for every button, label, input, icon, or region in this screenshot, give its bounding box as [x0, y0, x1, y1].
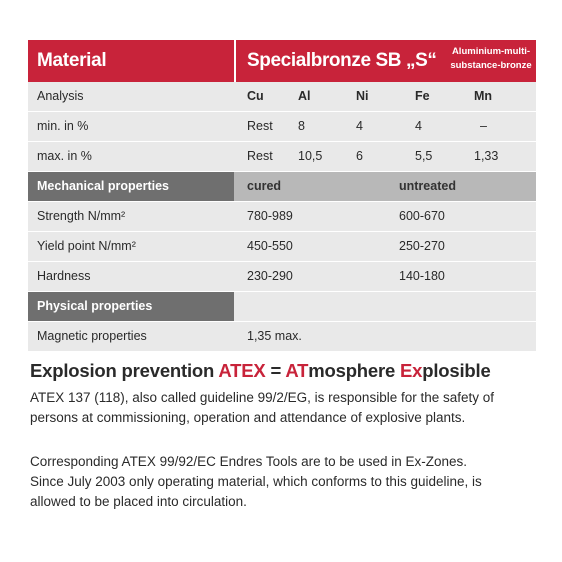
atex-acronym: ATEX [218, 360, 266, 381]
element-fe: Fe [415, 89, 430, 103]
column-untreated: untreated [399, 179, 456, 193]
magnetic-row [28, 322, 536, 352]
explosion-heading: Explosion prevention ATEX = ATmosphere Explosible [30, 360, 491, 381]
table-cell: 8 [298, 119, 305, 133]
table-cell: 780-989 [247, 209, 293, 223]
row-label: Yield point N/mm² [37, 239, 136, 253]
table-cell: 230-290 [247, 269, 293, 283]
row-label: Hardness [37, 269, 91, 283]
hardness-row [28, 262, 536, 292]
table-cell: 1,35 max. [247, 329, 302, 343]
row-label: Strength N/mm² [37, 209, 126, 223]
table-cell: 250-270 [399, 239, 445, 253]
table-cell: 450-550 [247, 239, 293, 253]
analysis-row [28, 82, 536, 112]
section-columns-cell [234, 292, 536, 321]
table-cell: Rest [247, 149, 273, 163]
row-label: Magnetic properties [37, 329, 147, 343]
element-al: Al [298, 89, 311, 103]
table-cell: 140-180 [399, 269, 445, 283]
material-label: Material [37, 50, 107, 71]
table-cell: 4 [415, 119, 422, 133]
table-cell: – [480, 119, 487, 133]
product-name: Specialbronze SB „S“ [247, 50, 437, 71]
section-title-cell [28, 292, 234, 321]
table-header [28, 40, 536, 82]
table-cell: 10,5 [298, 149, 323, 163]
table-cell: Rest [247, 119, 273, 133]
product-note: Aluminium-multi- substance-bronze [450, 46, 532, 71]
row-label: max. in % [37, 149, 92, 163]
element-ni: Ni [356, 89, 369, 103]
strength-row [28, 202, 536, 232]
element-mn: Mn [474, 89, 493, 103]
composition-max-row [28, 142, 536, 172]
mechanical-section-header [28, 172, 536, 202]
yield-point-row [28, 232, 536, 262]
physical-section-header [28, 292, 536, 322]
material-table [28, 40, 536, 352]
row-label: Analysis [37, 89, 84, 103]
table-cell: 5,5 [415, 149, 433, 163]
table-cell: 6 [356, 149, 363, 163]
table-cell: 600-670 [399, 209, 445, 223]
section-title-cell [28, 172, 234, 201]
section-title: Physical properties [37, 299, 153, 313]
section-title: Mechanical properties [37, 179, 169, 193]
atex-paragraph-1: ATEX 137 (118), also called guideline 99/2/EG, is responsible for the safety of persons at commissioning, operation and attendance of explosive plants. [30, 390, 495, 425]
table-cell: 1,33 [474, 149, 499, 163]
table-cell: 4 [356, 119, 363, 133]
column-cured: cured [247, 179, 282, 193]
section-columns-cell [234, 172, 536, 201]
row-label: min. in % [37, 119, 89, 133]
element-cu: Cu [247, 89, 264, 103]
atex-paragraph-2: Corresponding ATEX 99/92/EC Endres Tools are to be used in Ex-Zones. Since July 2003 only operating material, which conforms to this guideline, is allowed to be placed into circulation. [30, 454, 482, 509]
composition-min-row [28, 112, 536, 142]
